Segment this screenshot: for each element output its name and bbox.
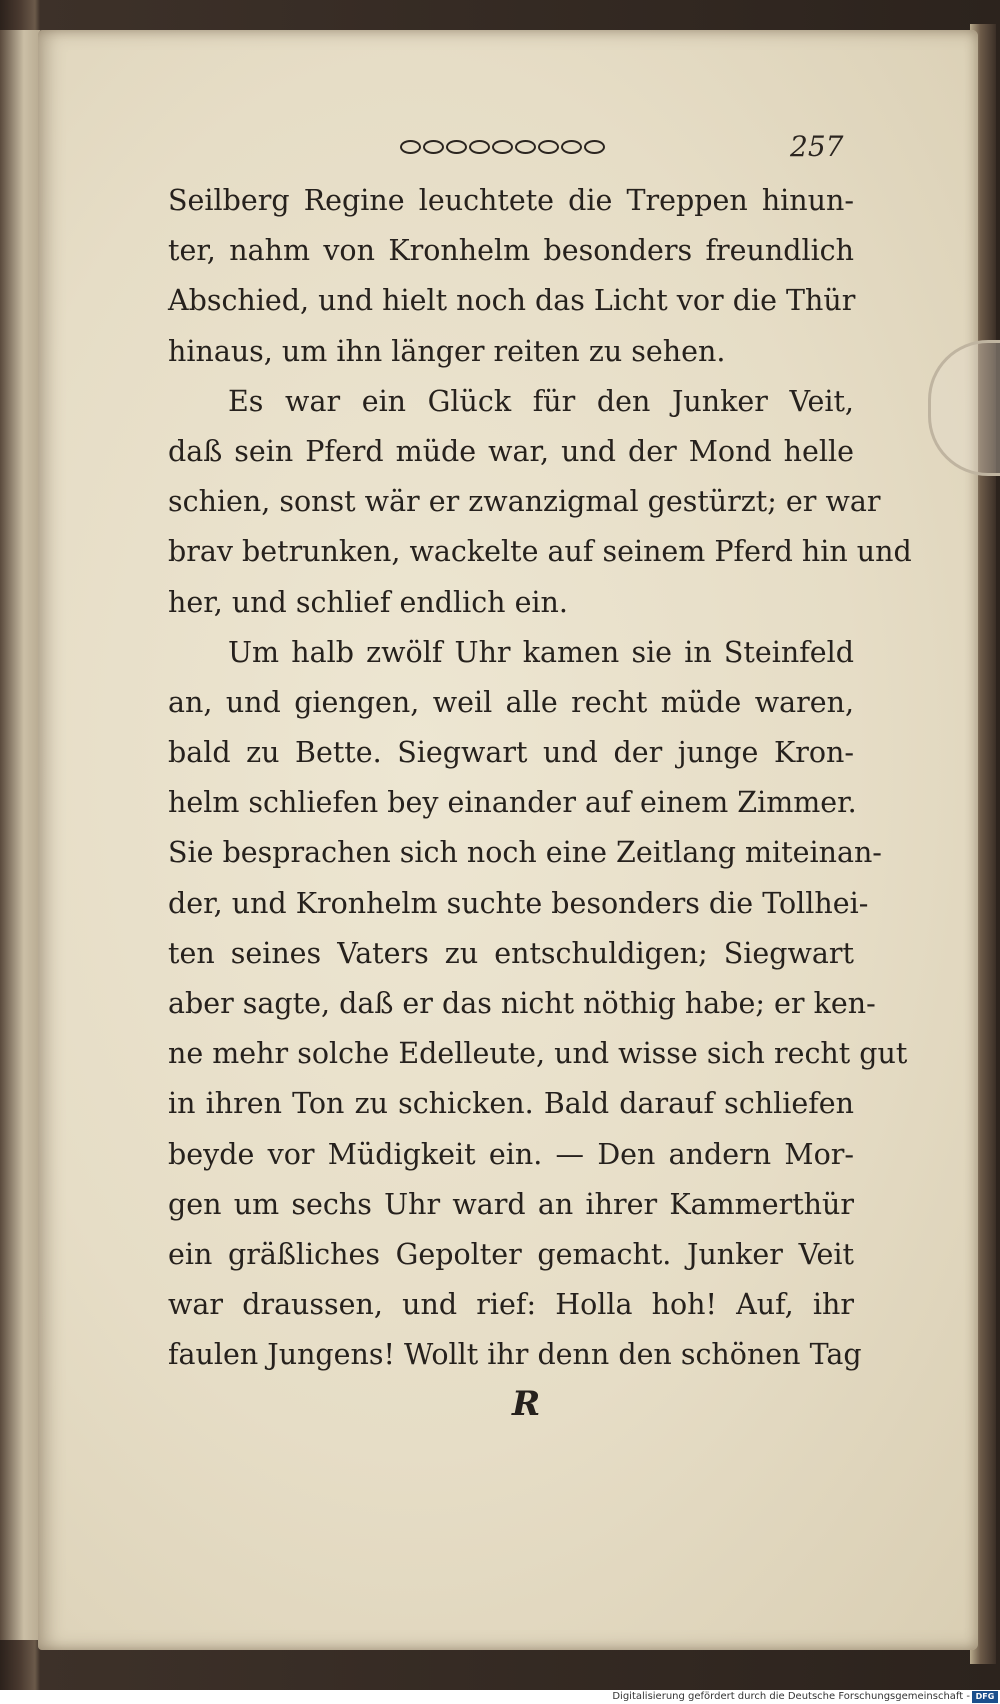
text-line: ten seines Vaters zu entschuldigen; Siegwart [168, 936, 854, 970]
text-line: Sie besprachen sich noch eine Zeitlang miteinan- [168, 836, 882, 870]
text-line: ter, nahm von Kronhelm besonders freundlich [168, 234, 854, 268]
text-line: brav betrunken, wackelte auf seinem Pferd hin und [168, 535, 912, 569]
text-line: Es war ein Glück für den Junker Veit, [228, 384, 854, 418]
page-text [168, 176, 912, 1381]
previous-page-edge [0, 30, 42, 1640]
text-line: hinaus, um ihn länger reiten zu sehen. [168, 334, 726, 368]
text-line: Um halb zwölf Uhr kamen sie in Steinfeld [228, 635, 854, 669]
text-line: ne mehr solche Edelleute, und wisse sich recht gut [168, 1037, 908, 1071]
page-number: 257 [790, 130, 844, 163]
text-line: Seilberg Regine leuchtete die Treppen hinun- [168, 184, 854, 217]
text-line: Abschied, und hielt noch das Licht vor die Thür [168, 284, 856, 318]
text-line: helm schliefen bey einander auf einem Zimmer. [168, 786, 857, 820]
footer-bar [0, 1690, 1000, 1704]
text-line: bald zu Bette. Siegwart und der junge Kron- [168, 736, 854, 770]
text-line: gen um sechs Uhr ward an ihrer Kammerthür [168, 1187, 854, 1221]
text-line: faulen Jungens! Wollt ihr denn den schönen Tag [168, 1338, 862, 1372]
text-line: war draussen, und rief: Holla hoh! Auf, ihr [168, 1288, 854, 1322]
text-line: in ihren Ton zu schicken. Bald darauf schliefen [168, 1087, 854, 1121]
text-line: aber sagte, daß er das nicht nöthig habe; er ken- [168, 987, 876, 1020]
text-line: schien, sonst wär er zwanzigmal gestürzt; er war [168, 485, 881, 519]
signature-mark: R [512, 1384, 541, 1424]
text-line: ein gräßliches Gepolter gemacht. Junker Veit [168, 1237, 854, 1271]
text-line: beyde vor Müdigkeit ein. — Den andern Mor- [168, 1137, 854, 1171]
text-line: daß sein Pferd müde war, und der Mond helle [168, 434, 854, 468]
text-line: her, und schlief endlich ein. [168, 585, 568, 619]
dfg-logo[interactable]: DFG [972, 1691, 998, 1703]
footer-credit: Digitalisierung gefördert durch die Deutsche Forschungsgemeinschaft - [612, 1691, 970, 1702]
text-line: der, und Kronhelm suchte besonders die Tollhei- [168, 886, 869, 920]
header-ornament [400, 138, 605, 156]
text-line: an, und giengen, weil alle recht müde waren, [168, 685, 854, 719]
